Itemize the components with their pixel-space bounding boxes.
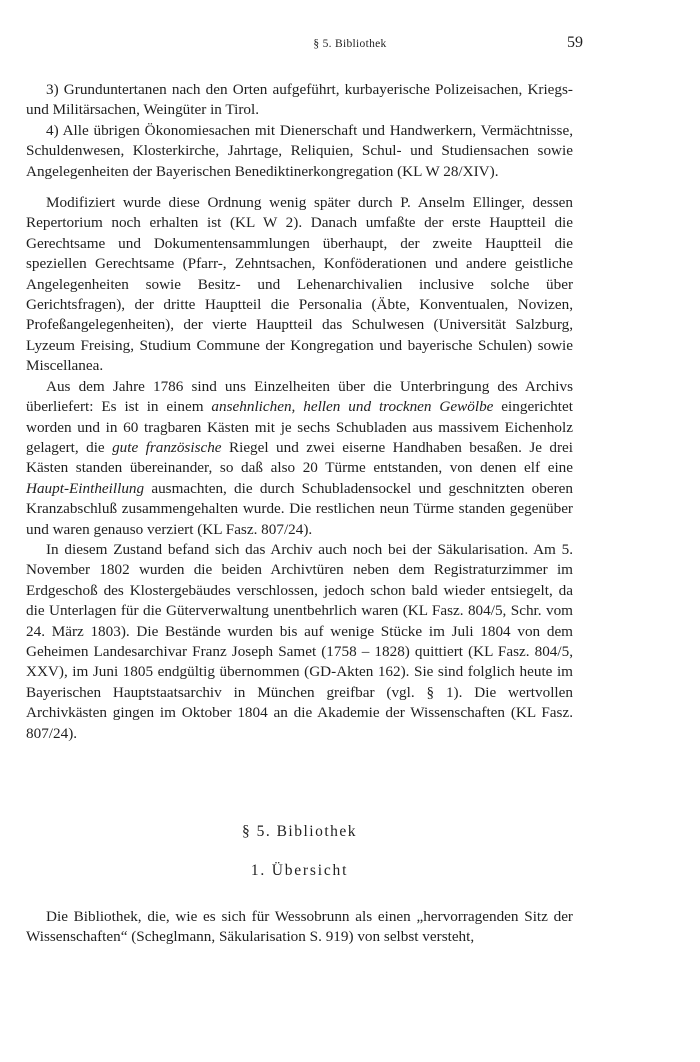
italic-quote: ansehnlichen, hellen und trocknen Gewölbe	[211, 398, 494, 416]
body-paragraph	[26, 377, 573, 540]
text-run: Aus dem Jahre 1786 sind uns Einzelheiten über die Unterbringung des Archivs überliefert: Es ist in einem	[26, 377, 573, 416]
text-run: eingerichtet worden und in 60 tragbaren Kästen mit je sechs Schubladen aus massivem Eichenholz gelagert, die	[26, 398, 573, 456]
body-paragraph	[26, 121, 573, 182]
text-run: ausmachten, die durch Schubladensockel und geschnitzten oberen Kranzabschluß zusammengehalten wurde. Die restlichen neun Türme standen gegenüber und waren genauso verziert (KL Fasz. 807/24).	[26, 479, 573, 538]
section-heading: § 5. Bibliothek	[241, 823, 358, 840]
body-paragraph	[26, 80, 573, 121]
closing-text	[26, 907, 573, 948]
body-text	[26, 80, 573, 744]
page-number: 59	[567, 34, 583, 51]
italic-quote: Haupt-Eintheillung	[26, 479, 145, 497]
text-run: In diesem Zustand befand sich das Archiv auch noch bei der Säkularisation. Am 5. November 1802 wurden die beiden Archivtüren neben dem Registraturzimmer im Erdgeschoß des Klostergebäudes verschlossen, jedoch schon bald wieder entsiegelt, da die Unterlagen für die Güterverwaltung unentbehrlich waren (KL Fasz. 804/5, Schr. vom 24. März 1803). Die Bestände wurden bis auf wenige Stücke im Juli 1804 von dem Geheimen Landesarchivar Franz Joseph Samet (1758 – 1828) quittiert (KL Fasz. 804/5, XXV), im Juni 1805 endgültig übernommen (GD-Akten 162). Sie sind folglich heute im Bayerischen Hauptstaatsarchiv in München greifbar (vgl. § 1). Die wertvollen Archivkästen gingen im Oktober 1804 an die Akademie der Wissenschaften (KL Fasz. 807/24).	[26, 540, 573, 742]
text-run: 3) Grunduntertanen nach den Orten aufgeführt, kurbayerische Polizeisachen, Kriegs- und Militärsachen, Weingüter in Tirol.	[26, 81, 573, 119]
text-run: Riegel und zwei eiserne Handhaben besaßen. Je drei Kästen standen übereinander, so daß also 20 Türme entstanden, von denen elf eine	[26, 438, 574, 477]
text-run: Modifiziert wurde diese Ordnung wenig später durch P. Anselm Ellinger, dessen Repertorium noch erhalten ist (KL W 2). Danach umfaßte der erste Hauptteil die Gerechtsame und Dokumentensammlungen überhaupt, der zweite Hauptteil die speziellen Gerechtsame (Pfarr-, Zehntsachen, Konföderationen und andere geistliche Angelegenheiten sowie Besitz- und Lehenarchivalien inclusive solche über Gerichtsfragen), der dritte Hauptteil die Personalia (Äbte, Konventualen, Novizen, Profeßangelegenheiten), der vierte Hauptteil das Schulwesen (Universität Salzburg, Lyzeum Freising, Studium Commune der Kongregation und bayerische Schulen) sowie Miscellanea.	[26, 194, 573, 375]
body-paragraph	[26, 540, 573, 744]
closing-paragraph: Die Bibliothek, die, wie es sich für Wessobrunn als einen „hervorragenden Sitz der Wissenschaften“ (Scheglmann, Säkularisation S. 919) von selbst versteht,	[26, 908, 573, 946]
running-head: § 5. Bibliothek	[313, 38, 387, 50]
italic-quote: gute französische	[112, 438, 222, 456]
body-paragraph	[26, 193, 573, 377]
sub-heading: 1. Übersicht	[250, 862, 349, 879]
text-run: 4) Alle übrigen Ökonomiesachen mit Dienerschaft und Handwerkern, Vermächtnisse, Schuldenwesen, Klosterkirche, Jahrtage, Reliquien, Schul- und Studiensachen sowie Angelegenheiten der Bayerischen Benediktinerkongregation (KL W 28/XIV).	[26, 121, 573, 180]
